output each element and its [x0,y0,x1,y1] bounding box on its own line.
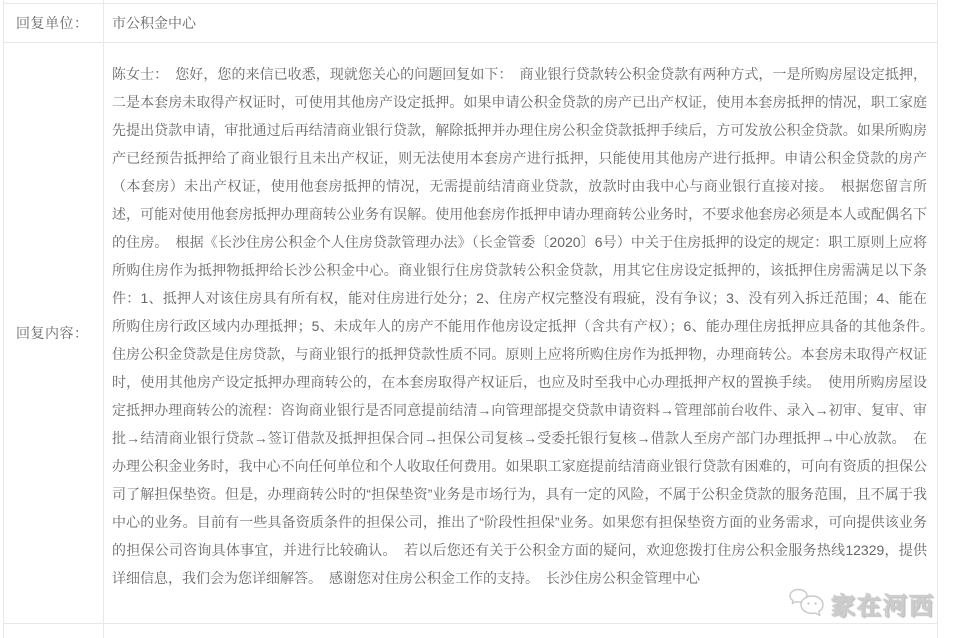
reply-content-cell [104,43,941,623]
reply-table [3,0,941,638]
partial-bottom-value-cell [104,624,937,638]
partial-top-label-cell [4,0,104,3]
partial-top-value-cell [104,0,937,3]
table-row-partial-bottom [4,624,937,638]
watermark-text: 家在河西 [831,593,935,620]
table-row-reply-content [4,43,941,624]
table-row-reply-unit [4,4,937,43]
partial-bottom-label-cell [4,624,104,638]
reply-unit-label: 回复单位： [4,4,104,42]
reply-content-text: 陈女士： 您好，您的来信已收悉，现就您关心的问题回复如下： 商业银行贷款转公积金贷款有两种方式，一是所购房屋设定抵押，二是本套房未取得产权证时，可使用其他房产设定抵押。如果申请公积金贷款的房产已出产权证，使用本套房抵押的情况，职工家庭先提出贷款申请，审批通过后再结清商业银行贷款，解除抵押并办理住房公积金贷款抵押手续后，方可发放公积金贷款。如果所购房产已经预告抵押给了商业银行且未出产权证，则无法使用本套房产进行抵押，只能使用其他房产进行抵押。申请公积金贷款的房产（本套房）未出产权证，使用他套房抵押的情况，无需提前结清商业贷款，放款时由我中心与商业银行直接对接。 根据您留言所述，可能对使用他套房抵押办理商转公业务有误解。使用他套房作抵押申请办理商转公业务时，不要求他套房必须是本人或配偶名下的住房。 根据《长沙住房公积金个人住房贷款管理办法》（长金管委〔2020〕6号）中关于住房抵押的设定的规定：职工原则上应将所购住房作为抵押物抵押给长沙公积金中心。商业银行住房贷款转公积金贷款，用其它住房设定抵押的，该抵押住房需满足以下条件：1、抵押人对该住房具有所有权，能对住房进行处分；2、住房产权完整没有瑕疵，没有争议；3、没有列入拆迁范围；4、能在所购住房行政区域内办理抵押；5、未成年人的房产不能用作他房设定抵押（含共有产权）；6、能办理住房抵押应具备的其他条件。 住房公积金贷款是住房贷款，与商业银行的抵押贷款性质不同。原则上应将所购住房作为抵押物，办理商转公。本套房未取得产权证时，使用其他房产设定抵押办理商转公的，在本套房取得产权证后，也应及时至我中心办理抵押产权的置换手续。 使用所购房屋设定抵押办理商转公的流程：咨询商业银行是否同意提前结清→向管理部提交贷款申请资料→管理部前台收件、录入→初审、复审、审批→结清商业银行贷款→签订借款及抵押担保合同→担保公司复核→受委托银行复核→借款人至房产部门办理抵押→中心放款。 在办理公积金业务时，我中心不向任何单位和个人收取任何费用。如果职工家庭提前结清商业银行贷款有困难的，可向有资质的担保公司了解担保垫资。但是，办理商转公时的“担保垫资”业务是市场行为，具有一定的风险，不属于公积金贷款的服务范围，且不属于我中心的业务。目前有一些具备资质条件的担保公司，推出了“阶段性担保”业务。如果您有担保垫资方面的业务需求，可向提供该业务的担保公司咨询具体事宜，并进行比较确认。 若以后您还有关于公积金方面的疑问，欢迎您拨打住房公积金服务热线12329，提供详细信息，我们会为您详细解答。 感谢您对住房公积金工作的支持。 长沙住房公积金管理中心 [112,66,941,586]
reply-unit-value: 市公积金中心 [112,15,196,31]
reply-content-label: 回复内容： [4,43,104,623]
